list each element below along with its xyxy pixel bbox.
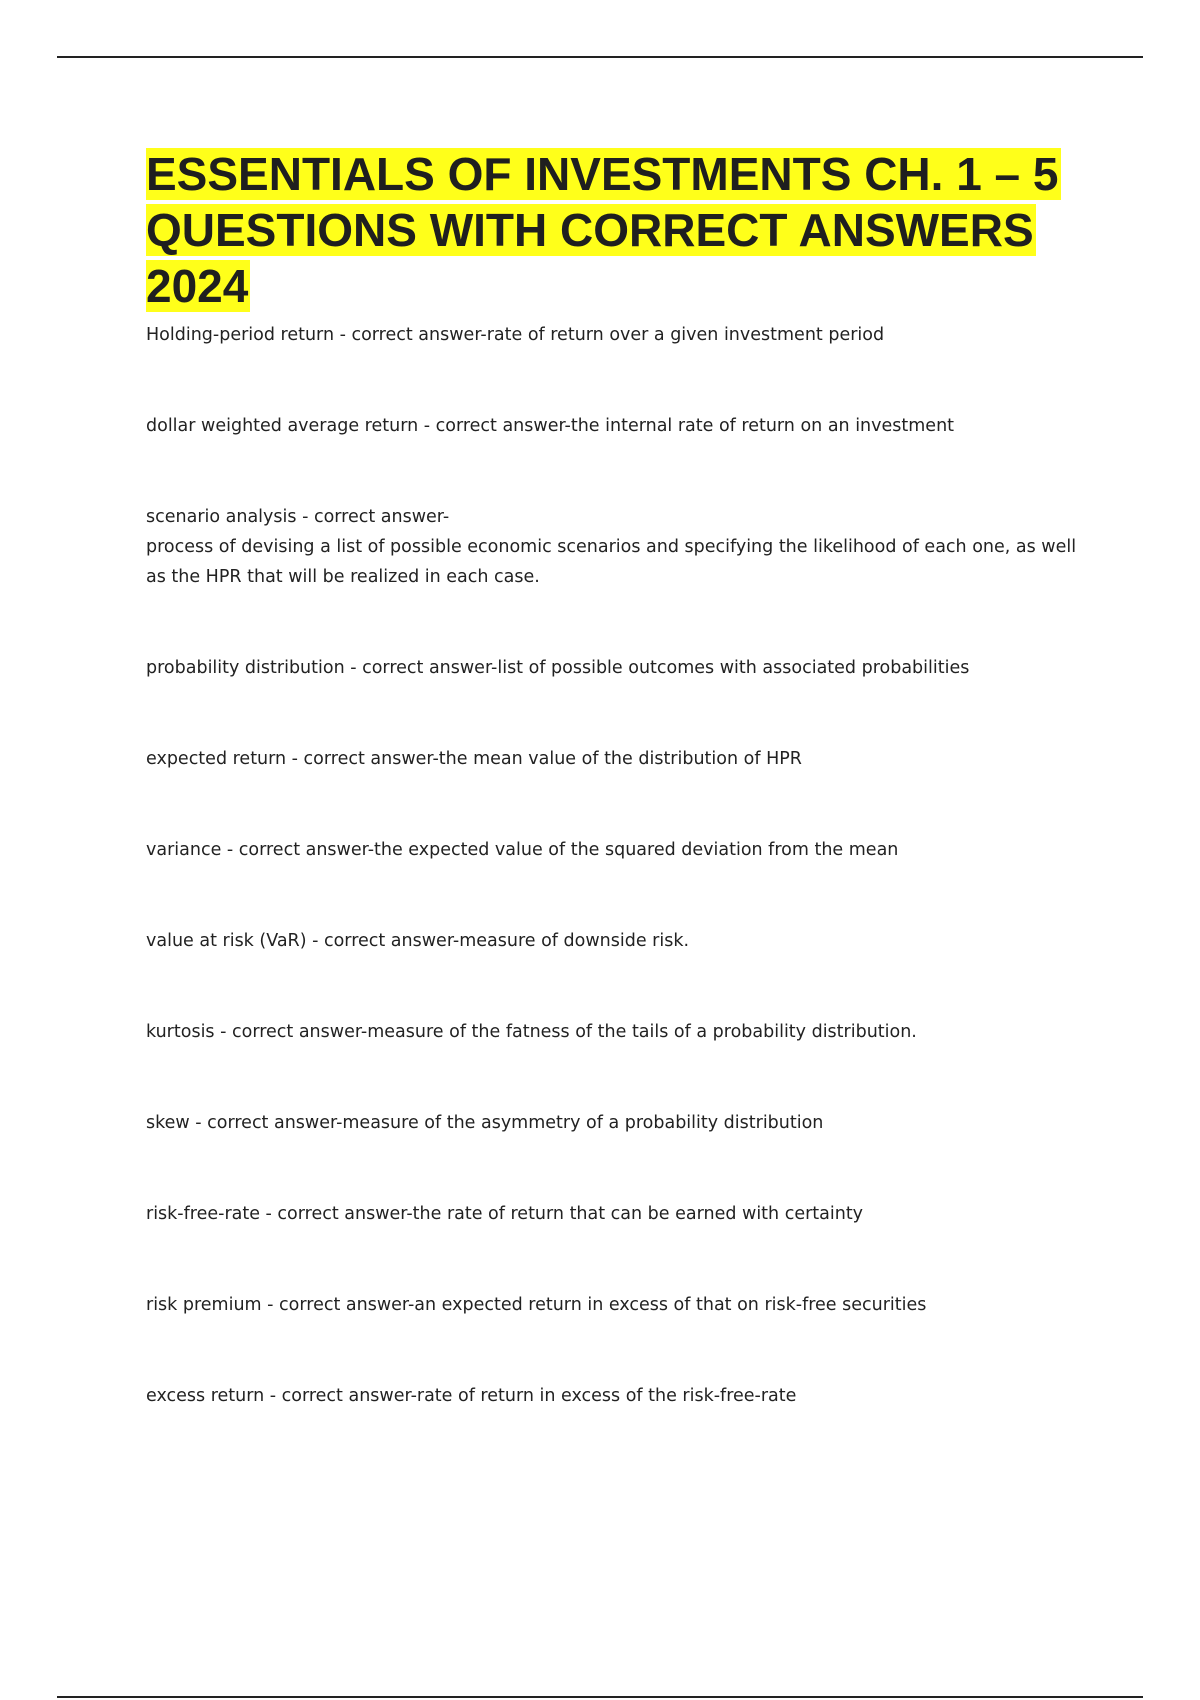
document-title	[146, 146, 1086, 314]
qa-item-excess-return: excess return - correct answer-rate of return in excess of the risk-free-rate	[146, 1386, 797, 1406]
qa-item-value-at-risk: value at risk (VaR) - correct answer-measure of downside risk.	[146, 931, 690, 951]
qa-item-risk-premium: risk premium - correct answer-an expected return in excess of that on risk-free securities	[146, 1295, 927, 1315]
qa-item-skew: skew - correct answer-measure of the asymmetry of a probability distribution	[146, 1113, 824, 1133]
qa-item-expected-return: expected return - correct answer-the mean value of the distribution of HPR	[146, 749, 802, 769]
qa-item-scenario-analysis: scenario analysis - correct answer- process of devising a list of possible economic scenarios and specifying the likelihood of each one, as well as the HPR that will be realized in each case.	[146, 507, 1077, 587]
document-content	[146, 146, 1086, 1472]
qa-item-variance: variance - correct answer-the expected value of the squared deviation from the mean	[146, 840, 899, 860]
qa-item-risk-free-rate: risk-free-rate - correct answer-the rate of return that can be earned with certainty	[146, 1204, 864, 1224]
qa-list	[146, 320, 1086, 1411]
document-title-text: ESSENTIALS OF INVESTMENTS CH. 1 – 5 QUESTIONS WITH CORRECT ANSWERS 2024	[146, 148, 1059, 312]
qa-item-kurtosis: kurtosis - correct answer-measure of the fatness of the tails of a probability distribution.	[146, 1022, 917, 1042]
top-divider	[57, 56, 1143, 58]
qa-item-dollar-weighted-average-return: dollar weighted average return - correct answer-the internal rate of return on an investment	[146, 416, 955, 436]
qa-item-holding-period-return: Holding-period return - correct answer-rate of return over a given investment period	[146, 325, 885, 345]
qa-item-probability-distribution: probability distribution - correct answer-list of possible outcomes with associated probabilities	[146, 658, 970, 678]
bottom-divider	[57, 1696, 1143, 1698]
